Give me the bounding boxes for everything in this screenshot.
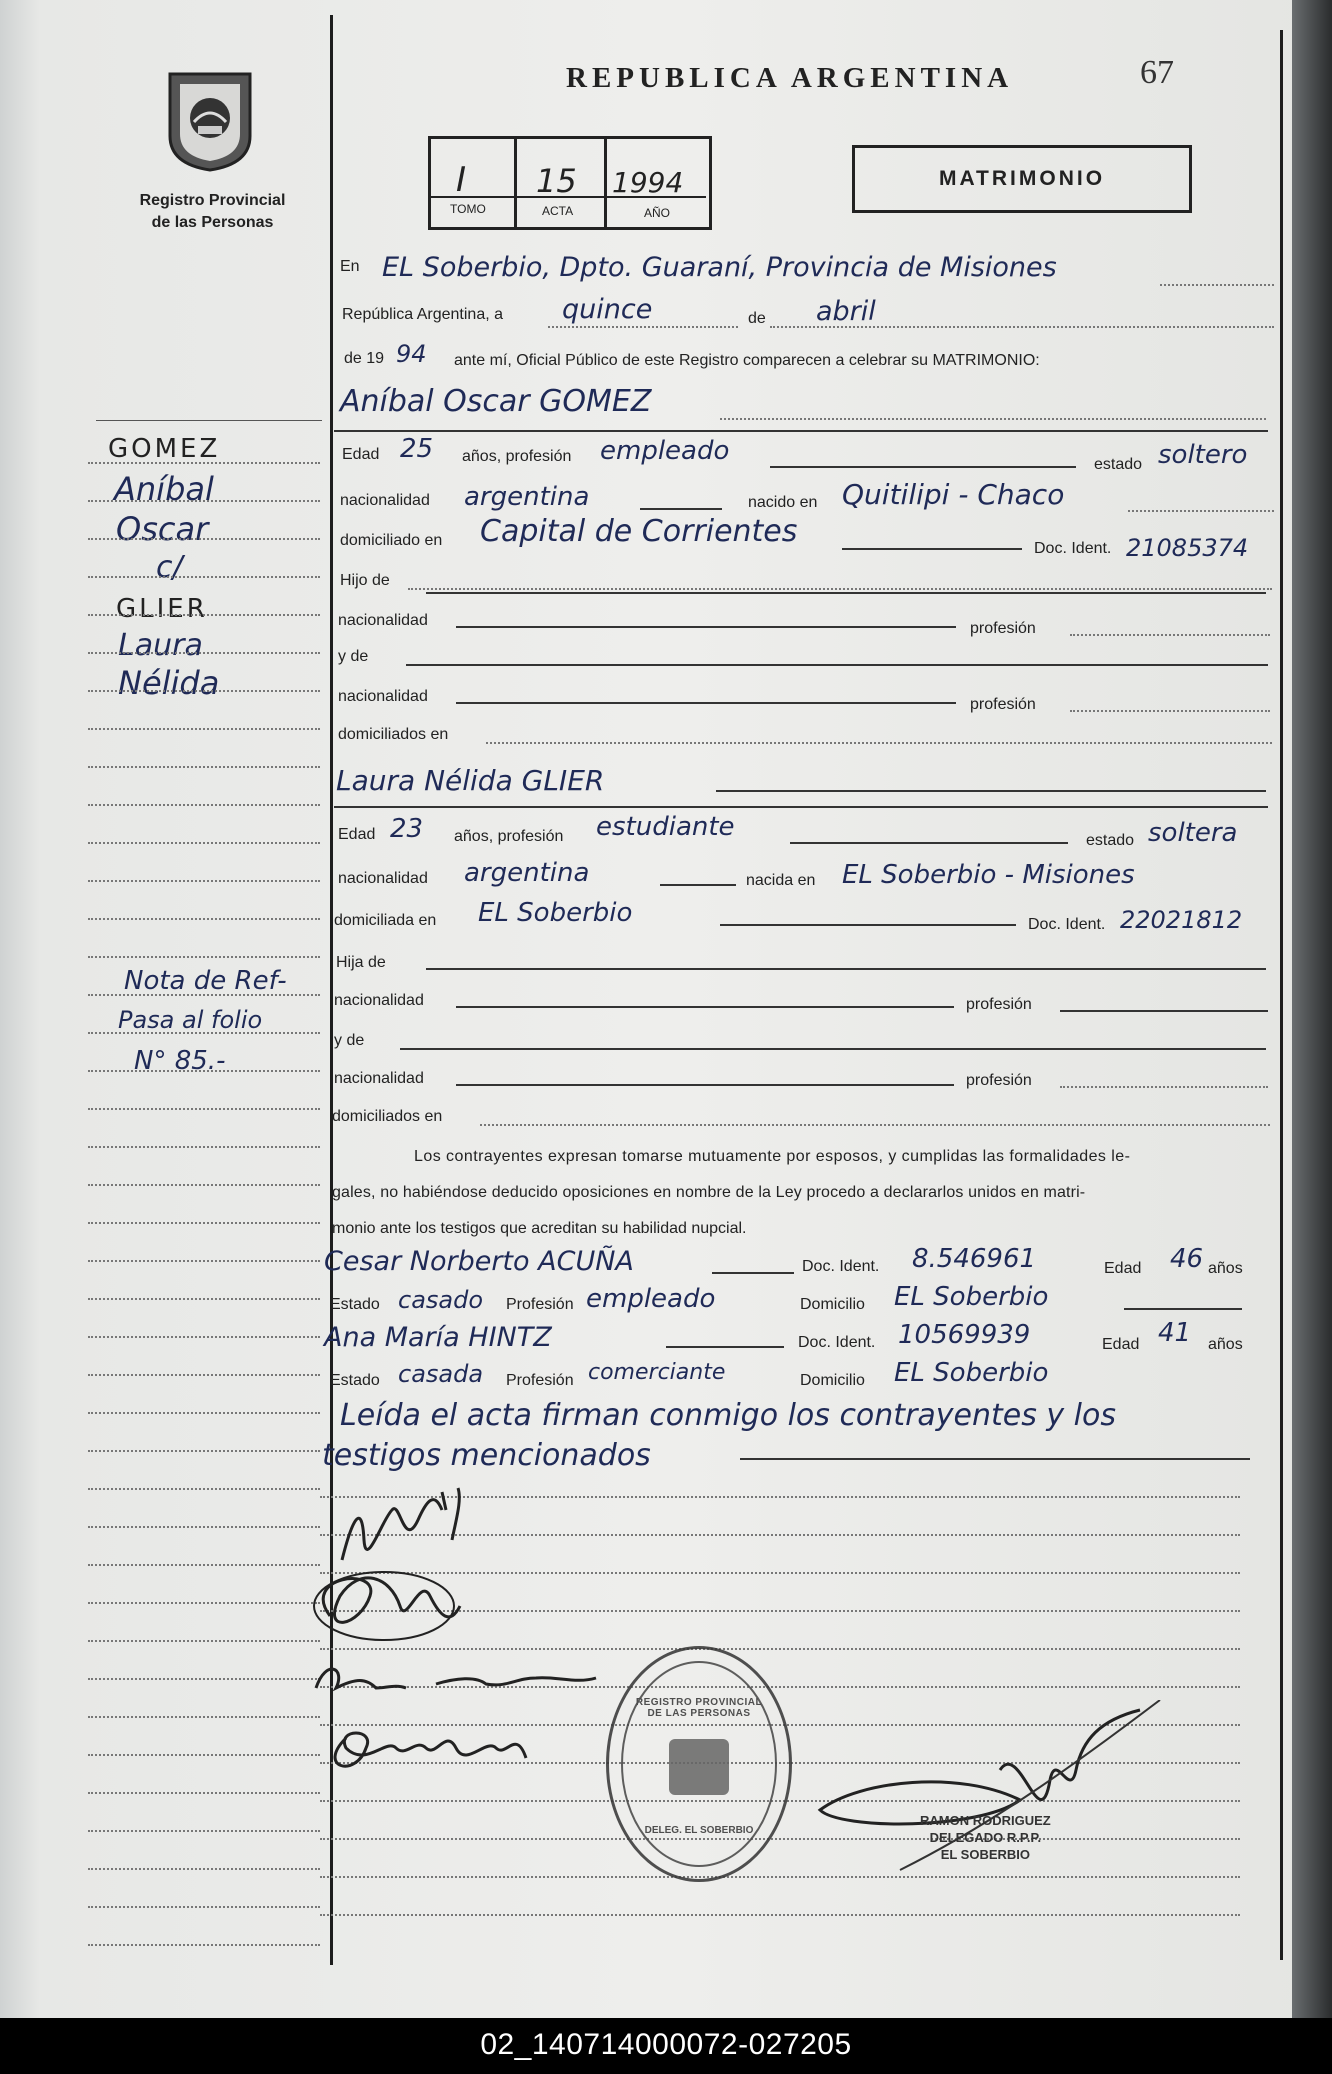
margin-name-3: Oscar — [116, 510, 209, 548]
bride-prof2-dots — [1060, 1086, 1268, 1088]
margin-name-6: Laura — [118, 628, 203, 663]
margin-name-5: GLIER — [116, 594, 208, 624]
appearance-text: ante mí, Oficial Público de este Registro comparecen a celebrar su MATRIMONIO: — [454, 352, 1040, 369]
witness2-status: casada — [398, 1360, 484, 1388]
margin-rule — [88, 1944, 320, 1946]
margin-rule — [88, 1260, 320, 1262]
bride-nac2-label: nacionalidad — [334, 1070, 424, 1087]
groom-birthplace: Quitilipi - Chaco — [842, 478, 1065, 511]
year-prefix: de 19 — [344, 350, 385, 367]
witness1-name-line — [712, 1272, 794, 1274]
groom-birthplace-dots — [1128, 510, 1274, 512]
margin-rule — [88, 690, 320, 692]
margin-rule — [88, 842, 320, 844]
margin-note-2: Pasa al folio — [118, 1006, 263, 1034]
bride-anos-profesion-label: años, profesión — [454, 828, 564, 845]
de-label: de — [748, 310, 766, 327]
groom-profession: empleado — [600, 436, 730, 466]
bride-marital-status: soltera — [1148, 818, 1238, 848]
margin-rule — [88, 614, 320, 616]
groom-nac2-line — [456, 702, 956, 704]
witness1-profession: empleado — [586, 1284, 716, 1314]
margin-rule — [88, 1678, 320, 1680]
bride-estado-label: estado — [1086, 832, 1135, 849]
groom-doc: 21085374 — [1126, 534, 1249, 562]
groom-age: 25 — [400, 434, 434, 464]
officer-stamp — [920, 1812, 1051, 1863]
groom-profession-line — [770, 466, 1076, 468]
bride-hija-line — [426, 968, 1266, 970]
bride-doc-label: Doc. Ident. — [1028, 916, 1106, 933]
act-type: MATRIMONIO — [938, 167, 1106, 190]
witness2-edad-label: Edad — [1102, 1336, 1140, 1353]
bride-nac2-line — [456, 1084, 954, 1086]
margin-top-rule — [96, 420, 322, 421]
groom-yde-line — [406, 664, 1268, 666]
registry-line1: Registro Provincial — [139, 192, 286, 209]
bride-nacida-label: nacida en — [746, 872, 816, 889]
margin-rule — [88, 728, 320, 730]
groom-prof1-dots — [1070, 634, 1270, 636]
bride-edad-label: Edad — [338, 826, 376, 843]
groom-hijo-dots — [408, 588, 1272, 590]
bride-yde-label: y de — [334, 1032, 365, 1049]
groom-nac1-line — [456, 626, 956, 628]
bride-profession-line — [790, 842, 1068, 844]
acta-value: 15 — [536, 162, 577, 200]
margin-rule — [88, 956, 320, 958]
act-type-box — [852, 145, 1192, 213]
witness1-status: casado — [398, 1286, 484, 1314]
margin-name-2: Aníbal — [114, 470, 214, 508]
groom-nacionalidad-label: nacionalidad — [340, 492, 430, 509]
bride-age: 23 — [390, 814, 424, 844]
witness2-profesion-label: Profesión — [506, 1372, 574, 1389]
groom-prof2-label: profesión — [970, 696, 1036, 713]
bride-name: Laura Nélida GLIER — [336, 764, 605, 797]
officer-stamp-line3: EL SOBERBIO — [940, 1847, 1031, 1862]
groom-anos-profesion-label: años, profesión — [462, 448, 572, 465]
groom-hijo-line — [426, 592, 1266, 594]
margin-rule — [88, 1374, 320, 1376]
declaration-line1: Los contrayentes expresan tomarse mutuamente por esposos, y cumplidas las formalidades le- — [414, 1148, 1131, 1165]
acta-label: ACTA — [542, 204, 574, 218]
bride-prof2-label: profesión — [966, 1072, 1032, 1089]
groom-edad-label: Edad — [342, 446, 380, 463]
day-value: quince — [562, 294, 653, 325]
witness2-doc-label: Doc. Ident. — [798, 1334, 876, 1351]
groom-doc-label: Doc. Ident. — [1034, 540, 1112, 557]
margin-rule — [88, 766, 320, 768]
witness1-domicilio-label: Domicilio — [800, 1296, 865, 1313]
margin-rule — [88, 918, 320, 920]
groom-nationality-line — [640, 508, 722, 510]
place-dots — [1160, 284, 1274, 286]
signature-4 — [316, 1708, 556, 1788]
margin-name-7: Nélida — [118, 664, 220, 702]
bride-domiciliados-dots — [480, 1124, 1270, 1126]
bride-hija-label: Hija de — [336, 954, 386, 971]
margin-note-3: N° 85.- — [134, 1046, 226, 1076]
en-label: En — [340, 258, 360, 275]
footer-id: 02_140714000072-027205 — [480, 2028, 852, 2061]
signature-rule — [320, 1914, 1240, 1916]
margin-rule — [88, 576, 320, 578]
groom-prof1-label: profesión — [970, 620, 1036, 637]
witness1-estado-label: Estado — [330, 1296, 380, 1313]
signature-3 — [306, 1648, 606, 1708]
declaration-line2: gales, no habiéndose deducido oposiciones en nombre de la Ley procedo a declararlos unidos en matri- — [332, 1184, 1086, 1201]
margin-rule — [88, 1564, 320, 1566]
margin-rule — [88, 1640, 320, 1642]
bride-prof1-label: profesión — [966, 996, 1032, 1013]
groom-nac2-label: nacionalidad — [338, 688, 428, 705]
bride-profession: estudiante — [596, 812, 735, 842]
margin-rule — [88, 652, 320, 654]
margin-rule — [88, 1336, 320, 1338]
box-divider — [514, 136, 517, 227]
groom-domicile: Capital de Corrientes — [480, 514, 798, 549]
closing-line1: Leída el acta firman conmigo los contrayentes y los — [340, 1398, 1117, 1433]
margin-rule — [88, 1602, 320, 1604]
tomo-value: I — [456, 160, 467, 200]
witness2-estado-label: Estado — [330, 1372, 380, 1389]
margin-rule — [88, 462, 320, 464]
margin-rule — [88, 1298, 320, 1300]
groom-nac1-label: nacionalidad — [338, 612, 428, 629]
groom-domiciliados-dots — [486, 742, 1272, 744]
witness1-age: 46 — [1170, 1244, 1204, 1274]
seal-emblem — [669, 1739, 729, 1795]
witness1-edad-label: Edad — [1104, 1260, 1142, 1277]
bride-name-line — [716, 790, 1266, 792]
bride-nac1-label: nacionalidad — [334, 992, 424, 1009]
groom-domiciliados-label: domiciliados en — [338, 726, 449, 743]
witness2-domicile: EL Soberbio — [894, 1358, 1049, 1388]
seal-bottom-text: DELEG. EL SOBERBIO — [644, 1825, 754, 1836]
groom-section-rule — [334, 430, 1268, 432]
bride-nacionalidad-label: nacionalidad — [338, 870, 428, 887]
witness2-age: 41 — [1158, 1318, 1192, 1348]
margin-rule — [88, 880, 320, 882]
bride-section-rule — [334, 806, 1268, 808]
groom-domiciliado-label: domiciliado en — [340, 532, 443, 549]
groom-estado-label: estado — [1094, 456, 1143, 473]
country-title: REPUBLICA ARGENTINA — [566, 62, 1014, 94]
margin-name-4: c/ — [156, 550, 183, 585]
margin-rule — [88, 1108, 320, 1110]
closing-line — [740, 1458, 1250, 1460]
ano-value: 1994 — [612, 166, 684, 199]
witness2-anos-label: años — [1208, 1336, 1243, 1353]
bride-domiciliados-label: domiciliados en — [332, 1108, 443, 1125]
groom-marital-status: soltero — [1158, 440, 1248, 470]
closing-line2: testigos mencionados — [322, 1438, 651, 1473]
margin-rule — [88, 1526, 320, 1528]
margin-rule — [88, 1070, 320, 1072]
witness1-name: Cesar Norberto ACUÑA — [324, 1246, 634, 1277]
bride-yde-line — [400, 1048, 1266, 1050]
ano-label: AÑO — [644, 206, 671, 220]
witness2-profession: comerciante — [588, 1360, 726, 1385]
margin-rule — [88, 1754, 320, 1756]
margin-rule — [88, 1184, 320, 1186]
registry-name — [110, 190, 315, 234]
groom-nationality: argentina — [464, 482, 590, 512]
witness1-profesion-label: Profesión — [506, 1296, 574, 1313]
margin-rule — [88, 1868, 320, 1870]
witness2-name-line — [666, 1346, 784, 1348]
right-border-line — [1280, 30, 1283, 1960]
margin-note-1: Nota de Ref- — [124, 966, 287, 996]
day-dots — [548, 326, 738, 328]
margin-rule — [88, 1906, 320, 1908]
seal-text: REGISTRO PROVINCIAL DE LAS PERSONAS — [635, 1697, 763, 1719]
margin-rule — [88, 538, 320, 540]
witness2-domicilio-label: Domicilio — [800, 1372, 865, 1389]
officer-stamp-line1: RAMON RODRIGUEZ — [920, 1813, 1051, 1828]
witness1-domicile: EL Soberbio — [894, 1282, 1049, 1312]
groom-hijo-label: Hijo de — [340, 572, 390, 589]
bride-prof1-line — [1060, 1010, 1268, 1012]
margin-rule — [88, 1412, 320, 1414]
groom-name-dots — [720, 418, 1266, 420]
margin-rule — [88, 1032, 320, 1034]
witness2-doc: 10569939 — [898, 1320, 1031, 1350]
bride-domicile-line — [720, 924, 1016, 926]
signature-2 — [300, 1556, 470, 1656]
margin-rule — [88, 1830, 320, 1832]
groom-name: Aníbal Oscar GOMEZ — [340, 384, 652, 419]
margin-rule — [88, 1146, 320, 1148]
margin-rule — [88, 1488, 320, 1490]
witness1-doc-label: Doc. Ident. — [802, 1258, 880, 1275]
province-seal-icon — [160, 66, 260, 172]
witness1-domicile-line — [1124, 1308, 1242, 1310]
margin-rule — [88, 1792, 320, 1794]
tomo-label: TOMO — [450, 202, 486, 216]
groom-yde-label: y de — [338, 648, 369, 665]
witness1-anos-label: años — [1208, 1260, 1243, 1277]
groom-prof2-dots — [1070, 710, 1270, 712]
year-suffix: 94 — [396, 340, 427, 368]
officer-stamp-line2: DELEGADO R.P.P. — [929, 1830, 1042, 1845]
groom-domicile-line — [842, 548, 1022, 550]
place-value: EL Soberbio, Dpto. Guaraní, Provincia de Misiones — [382, 252, 1057, 283]
bride-nationality-line — [660, 884, 736, 886]
box-divider — [604, 136, 607, 227]
margin-rule — [88, 994, 320, 996]
bride-domicile: EL Soberbio — [478, 898, 633, 928]
bride-birthplace: EL Soberbio - Misiones — [842, 860, 1135, 890]
book-binding — [1292, 0, 1332, 2018]
declaration-line3: monio ante los testigos que acreditan su habilidad nupcial. — [332, 1220, 747, 1237]
republica-label: República Argentina, a — [342, 306, 503, 323]
bride-nac1-line — [456, 1006, 954, 1008]
margin-name-1: GOMEZ — [108, 434, 221, 464]
margin-rule — [88, 1716, 320, 1718]
month-value: abril — [816, 296, 876, 327]
round-registry-seal — [606, 1646, 792, 1882]
bride-doc: 22021812 — [1120, 906, 1243, 934]
bride-domiciliada-label: domiciliada en — [334, 912, 437, 929]
witness1-doc: 8.546961 — [912, 1244, 1037, 1274]
margin-rule — [88, 1450, 320, 1452]
margin-rule — [88, 1222, 320, 1224]
margin-rule — [88, 804, 320, 806]
registry-line2: de las Personas — [151, 214, 274, 231]
folio-number: 67 — [1140, 54, 1174, 91]
witness2-name: Ana María HINTZ — [324, 1322, 552, 1353]
groom-nacido-label: nacido en — [748, 494, 818, 511]
margin-rule — [88, 500, 320, 502]
bride-nationality: argentina — [464, 858, 590, 888]
month-dots — [770, 326, 1274, 328]
